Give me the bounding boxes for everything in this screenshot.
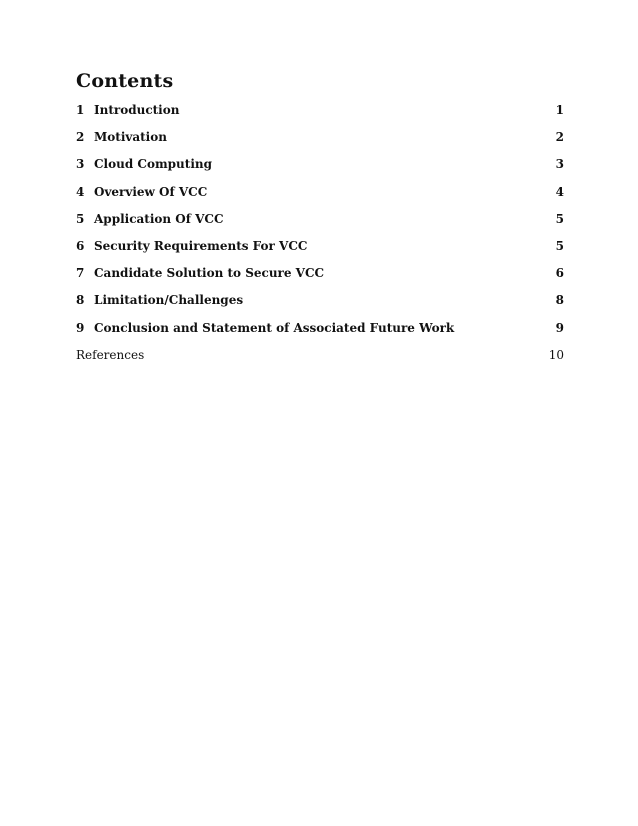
toc-entry-number: 4	[76, 184, 85, 199]
toc-entry-number: 1	[76, 103, 85, 117]
toc-entry-page: 10	[548, 347, 564, 362]
toc-entry-page: 4	[555, 184, 564, 199]
page-title: Contents	[76, 70, 174, 92]
toc-entry-number: 6	[76, 238, 85, 253]
toc-entry-number: 5	[76, 211, 85, 226]
toc-entry-number: 3	[76, 157, 85, 172]
toc-entry-motivation[interactable]	[76, 127, 564, 154]
toc-entry-references[interactable]	[76, 345, 564, 372]
toc-entry-title: Cloud Computing	[94, 157, 212, 172]
toc-entry-limitation[interactable]	[76, 290, 564, 317]
toc-entry-page: 1	[555, 103, 564, 117]
toc-entry-title: Overview Of VCC	[94, 184, 208, 199]
toc-entry-application[interactable]	[76, 209, 564, 236]
toc-entry-title: Motivation	[94, 130, 167, 145]
toc-entry-page: 2	[555, 130, 564, 145]
toc-entry-number: 2	[76, 130, 85, 145]
toc-entry-number: 8	[76, 293, 85, 308]
toc-entry-page: 8	[555, 293, 564, 308]
toc-entry-title: Candidate Solution to Secure VCC	[94, 266, 325, 281]
toc-entry-number: 7	[76, 266, 85, 281]
toc-entry-overview[interactable]	[76, 182, 564, 209]
toc-entry-title: Conclusion and Statement of Associated Future Work	[94, 320, 455, 335]
toc-entry-title: Application Of VCC	[94, 211, 224, 226]
toc-entry-title: Security Requirements For VCC	[94, 238, 308, 253]
table-of-contents	[76, 100, 564, 372]
toc-entry-page: 6	[555, 266, 564, 281]
toc-entry-conclusion[interactable]	[76, 318, 564, 345]
toc-entry-page: 9	[555, 320, 564, 335]
toc-entry-page: 5	[555, 238, 564, 253]
toc-entry-title: Limitation/Challenges	[94, 293, 244, 308]
toc-entry-page: 5	[555, 211, 564, 226]
toc-entry-number: 9	[76, 320, 85, 335]
toc-entry-title: References	[76, 347, 145, 362]
toc-entry-title: Introduction	[94, 103, 180, 117]
toc-entry-cloud-computing[interactable]	[76, 154, 564, 181]
toc-entry-security-requirements[interactable]	[76, 236, 564, 263]
toc-entry-candidate-solution[interactable]	[76, 263, 564, 290]
toc-entry-page: 3	[555, 157, 564, 172]
toc-entry-introduction[interactable]	[76, 100, 564, 127]
